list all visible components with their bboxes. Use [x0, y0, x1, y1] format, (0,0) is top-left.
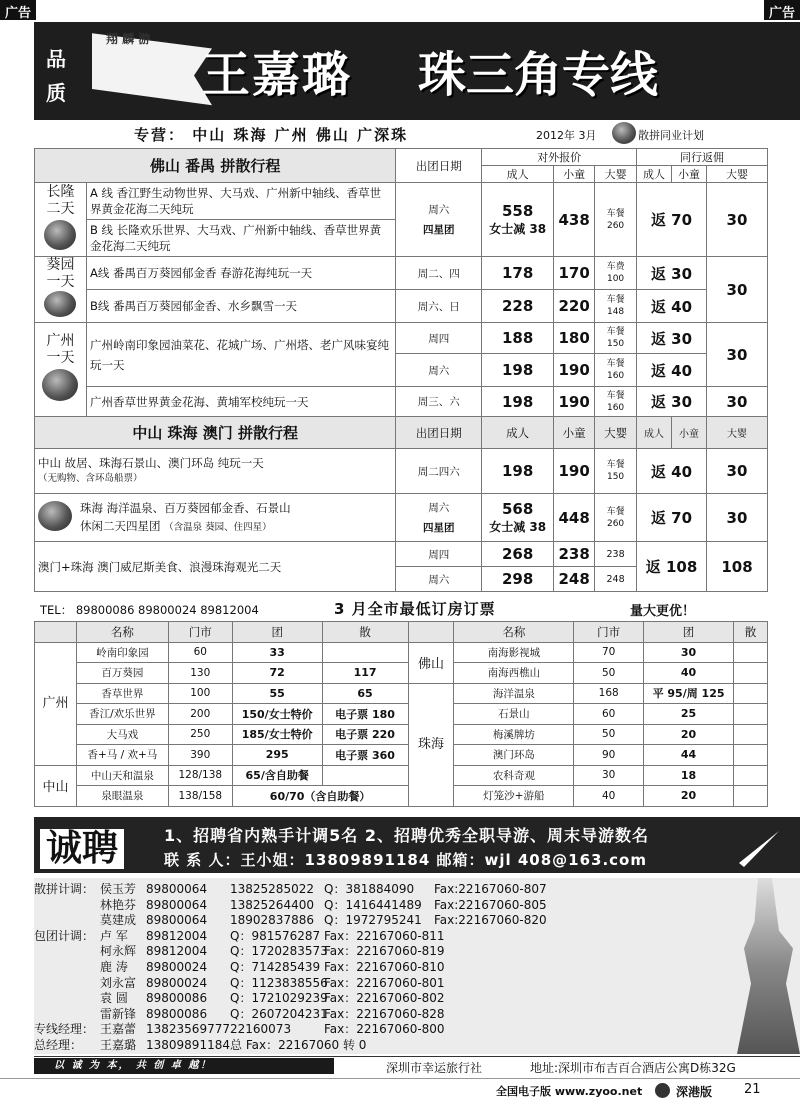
ticket-price-table [34, 621, 768, 807]
ticket-retail: 50 [574, 724, 644, 745]
rebate-infant: 108 [706, 542, 767, 592]
infant-price: 车餐 260 [595, 494, 637, 542]
contact-row [34, 898, 734, 913]
rose-icon [44, 220, 76, 250]
contact-mob: Q：2607204231 [230, 1006, 328, 1021]
group-label-kuiyuan: 葵园 一天 [35, 257, 87, 323]
child-price: 220 [554, 290, 595, 323]
page-footer [0, 1078, 800, 1100]
table-row [35, 494, 768, 542]
ticket-name: 海洋温泉 [454, 683, 574, 704]
slogan: 以 诚 为 本， 共 创 卓 越！ [34, 1058, 334, 1074]
group-label-guangzhou: 广州 一天 [35, 323, 87, 417]
section-title-zhongshan: 中山 珠海 澳门 拼散行程 [35, 417, 396, 449]
contact-mob: Q：714285439 [230, 960, 321, 974]
ticket-name: 中山天和温泉 [76, 765, 168, 786]
ticket-name: 农科奇观 [454, 765, 574, 786]
plan-date: 2012年 3月 [536, 129, 597, 142]
child-price: 448 [554, 494, 595, 542]
contact-role: 散拼计调： [34, 882, 95, 896]
contact-tel: 89800086 [146, 1006, 208, 1021]
contact-qq: Fax：22167060-811 [324, 928, 445, 943]
adult-price: 268 [482, 542, 554, 567]
col-infant: 大婴 [595, 417, 637, 449]
contact-row [34, 1007, 734, 1022]
rebate-value: 返 30 [637, 387, 707, 417]
ticket-retail: 138/158 [168, 786, 232, 807]
ticket-single [733, 724, 767, 745]
table-row [35, 683, 768, 704]
ticket-name: 香草世界 [76, 683, 168, 704]
table-row [35, 663, 768, 684]
ad-label-right: 广告 [764, 0, 800, 20]
table-row [35, 183, 768, 220]
contact-fax: Fax:22167060-807 [434, 882, 547, 896]
ticket-single [733, 786, 767, 807]
brand-name: 王嘉璐 [202, 47, 353, 103]
rebate-value: 返 30 [637, 257, 707, 290]
contact-qq: Q：1416441489 [324, 897, 422, 912]
ticket-retail: 390 [168, 745, 232, 766]
contact-row [34, 960, 734, 975]
ticket-group: 30 [644, 642, 734, 663]
edition-link[interactable]: 全国电子版 www.zyoo.net [496, 1085, 643, 1098]
col-single: 散 [322, 622, 408, 643]
child-price: 238 [554, 542, 595, 567]
col-infant: 大婴 [595, 166, 637, 183]
flag-text: 翔 麟 游 [106, 32, 151, 46]
logo-icon [655, 1083, 670, 1098]
child-price: 190 [554, 387, 595, 417]
ticket-retail: 70 [574, 642, 644, 663]
ticket-name: 香+马 / 欢+马 [76, 745, 168, 766]
infant-price: 车餐 150 [595, 449, 637, 494]
specialty-text: 专营： 中山 珠海 广州 佛山 广深珠 [134, 126, 409, 144]
rose-icon [44, 291, 76, 317]
adult-price: 298 [482, 567, 554, 592]
contact-tel: 89800064 [146, 913, 208, 928]
rebate-infant: 30 [706, 183, 767, 257]
contact-qq: Fax：22167060-801 [324, 975, 445, 990]
contact-mob: 13825264400 [230, 897, 314, 912]
header-banner [34, 22, 800, 120]
contact-fax: Fax:22167060-820 [434, 913, 547, 928]
ticket-retail: 100 [168, 683, 232, 704]
ticket-single [733, 704, 767, 725]
contact-tel: 13823569777 [146, 1022, 230, 1037]
ticket-single [733, 683, 767, 704]
adult-price: 228 [482, 290, 554, 323]
ticket-group: 72 [232, 663, 322, 684]
col-rebate-child: 小童 [672, 166, 707, 183]
contact-tel: 89800064 [146, 897, 208, 912]
group-label-changlong: 长隆 二天 [35, 183, 87, 257]
contact-tel: 89800086 [146, 991, 208, 1006]
contact-qq: Q：381884090 [324, 882, 415, 896]
contact-name: 柯永辉 [100, 944, 137, 959]
rebate-infant: 30 [706, 387, 767, 417]
contact-row [34, 1038, 734, 1053]
contact-name: 雷新锋 [100, 1006, 137, 1021]
ticket-retail: 60 [574, 704, 644, 725]
ticket-name: 石景山 [454, 704, 574, 725]
rebate-value: 返 30 [637, 323, 707, 354]
child-price: 190 [554, 449, 595, 494]
contact-tel: 89812004 [146, 928, 208, 943]
rebate-value: 返 70 [637, 494, 707, 542]
contact-name: 卢 军 [100, 928, 128, 943]
rebate-value: 返 40 [637, 354, 707, 387]
infant-price: 车餐 260 [595, 183, 637, 257]
tel-promo-bar [34, 598, 800, 620]
col-rebate-adult: 成人 [637, 417, 672, 449]
footer-bar [34, 1056, 800, 1075]
ticket-group: 18 [644, 765, 734, 786]
contact-row [34, 882, 734, 897]
contact-name: 王嘉璐 [100, 1038, 137, 1052]
ticket-single [733, 663, 767, 684]
ticket-group: 33 [232, 642, 322, 663]
depart-day: 周四 [396, 323, 482, 354]
contact-role: 专线经理： [34, 1022, 95, 1037]
table-row [35, 323, 768, 354]
tour-line-a: A 线 香江野生动物世界、大马戏、广州新中轴线、香草世界黄金花海二天纯玩 [86, 183, 395, 220]
ticket-group: 20 [644, 724, 734, 745]
col-group: 团 [232, 622, 322, 643]
col-rebate-infant: 大婴 [706, 166, 767, 183]
adult-price: 178 [482, 257, 554, 290]
contact-name: 袁 圆 [100, 991, 128, 1006]
tour-line: 广州岭南印象园油菜花、花城广场、广州塔、老广风味宴纯玩一天 [86, 323, 395, 387]
tour-line: 珠海 海洋温泉、百万葵园郁金香、石景山 休闲二天四星团 （含温泉 葵园、住四星） [35, 494, 396, 542]
child-price: 170 [554, 257, 595, 290]
ticket-single: 电子票 220 [322, 724, 408, 745]
product-title: 珠三角专线 [418, 47, 659, 103]
table-row [35, 257, 768, 290]
contact-row [34, 929, 734, 944]
contact-qq: Fax：22167060-819 [324, 944, 445, 959]
tour-line-b: B线 番禺百万葵园郁金香、水乡飘雪一天 [86, 290, 395, 323]
child-price: 190 [554, 354, 595, 387]
infant-price: 车餐 160 [595, 387, 637, 417]
ticket-group: 295 [232, 745, 322, 766]
child-price: 180 [554, 323, 595, 354]
ticket-retail: 130 [168, 663, 232, 684]
page-number: 21 [744, 1082, 761, 1097]
ticket-single: 电子票 360 [322, 745, 408, 766]
ticket-name: 灯笼沙+游船 [454, 786, 574, 807]
contact-name: 莫建成 [100, 913, 137, 928]
ticket-group: 20 [644, 786, 734, 807]
table-row [35, 704, 768, 725]
rebate-value: 返 108 [637, 542, 707, 592]
ticket-retail: 50 [574, 663, 644, 684]
col-group: 团 [644, 622, 734, 643]
child-price: 248 [554, 567, 595, 592]
table-row [35, 786, 768, 807]
ticket-group: 60/70（含自助餐） [232, 786, 408, 807]
rose-icon [612, 122, 636, 144]
table-row [35, 290, 768, 323]
depart-day: 周二、四 [396, 257, 482, 290]
table-row [35, 449, 768, 494]
contact-row [34, 976, 734, 991]
ticket-name: 百万葵园 [76, 663, 168, 684]
contact-tel: 13809891184 [146, 1038, 230, 1052]
child-price: 438 [554, 183, 595, 257]
table-header-row [35, 622, 768, 643]
col-date-header: 出团日期 [396, 417, 482, 449]
table-row [35, 542, 768, 567]
ticket-retail: 90 [574, 745, 644, 766]
table-row [35, 642, 768, 663]
col-rebate-adult: 成人 [637, 166, 672, 183]
ticket-single [733, 642, 767, 663]
col-retail: 门市 [574, 622, 644, 643]
tour-line: 广州香草世界黄金花海、黄埔军校纯玩一天 [86, 387, 395, 417]
ticket-name: 澳门环岛 [454, 745, 574, 766]
infant-price: 车费 100 [595, 257, 637, 290]
contact-name: 刘永富 [100, 975, 137, 990]
ticket-single [733, 745, 767, 766]
col-adult: 成人 [482, 166, 554, 183]
infant-price: 238 [595, 542, 637, 567]
ticket-group: 65/含自助餐 [232, 765, 322, 786]
contact-role: 总经理： [34, 1038, 83, 1052]
contact-row [34, 913, 734, 928]
contact-mob: 18902837886 [230, 913, 314, 928]
ticket-group: 40 [644, 663, 734, 684]
infant-price: 车餐 148 [595, 290, 637, 323]
region-label-guangzhou: 广州 [35, 642, 77, 765]
rose-icon [42, 369, 78, 401]
depart-day: 周六 四星团 [396, 183, 482, 257]
contact-name: 林艳芬 [100, 897, 137, 912]
contact-mob: Q：1123838556 [230, 975, 328, 990]
col-rebate-child: 小童 [672, 417, 707, 449]
plan-label: 散拼同业计划 [638, 129, 704, 142]
tour-line-b: B 线 长隆欢乐世界、大马戏、广州新中轴线、香草世界黄金花海二天纯玩 [86, 220, 395, 257]
ticket-group: 25 [644, 704, 734, 725]
ticket-name: 岭南印象园 [76, 642, 168, 663]
col-rebate-infant: 大婴 [706, 417, 767, 449]
statue-image [730, 878, 800, 1054]
contact-mob: Q：1721029239 [230, 991, 328, 1006]
infant-price: 248 [595, 567, 637, 592]
ticket-name: 大马戏 [76, 724, 168, 745]
ticket-name: 南海西樵山 [454, 663, 574, 684]
contact-tel: 89800064 [146, 882, 208, 896]
contact-tel: 89800024 [146, 975, 208, 990]
rebate-infant: 30 [706, 323, 767, 387]
col-single: 散 [733, 622, 767, 643]
contact-name: 王嘉蕾 [100, 1022, 137, 1037]
adult-price: 188 [482, 323, 554, 354]
infant-price: 车餐 160 [595, 354, 637, 387]
ticket-single: 65 [322, 683, 408, 704]
region-label-foshan: 佛山 [408, 642, 454, 683]
ticket-name: 梅溪牌坊 [454, 724, 574, 745]
depart-day: 周六 [396, 567, 482, 592]
rose-icon [38, 501, 72, 531]
contact-qq: Fax：22167060-800 [324, 1022, 445, 1037]
contact-row [34, 991, 734, 1006]
contact-role: 包团计调： [34, 928, 95, 943]
agency-address: 地址:深圳市布吉百合酒店公寓D栋32G [530, 1061, 736, 1075]
ticket-retail: 60 [168, 642, 232, 663]
contact-mob: 22160073 [230, 1022, 292, 1037]
contact-mob: 13825285022 [230, 882, 314, 896]
ticket-single: 电子票 180 [322, 704, 408, 725]
contact-mob: Q：981576287 [230, 928, 321, 943]
table-row [35, 765, 768, 786]
contact-name: 鹿 涛 [100, 960, 128, 974]
tour-line: 澳门+珠海 澳门威尼斯美食、浪漫珠海观光二天 [35, 542, 396, 592]
tour-line: 中山 故居、珠海石景山、澳门环岛 纯玩一天 （无购物、含环岛船票） [35, 449, 396, 494]
infant-price: 车餐 150 [595, 323, 637, 354]
adult-price: 198 [482, 449, 554, 494]
rebate-infant: 30 [706, 449, 767, 494]
col-public-price-header: 对外报价 [482, 149, 637, 166]
recruit-title: 诚聘 [40, 829, 124, 869]
region-label-zhongshan: 中山 [35, 765, 77, 806]
tour-line-a: A线 番禺百万葵园郁金香 春游花海纯玩一天 [86, 257, 395, 290]
depart-day: 周六 四星团 [396, 494, 482, 542]
rebate-infant: 30 [706, 494, 767, 542]
ticket-group: 150/女士特价 [232, 704, 322, 725]
phone-numbers: TEL： 89800086 89800024 89812004 [40, 603, 259, 617]
ticket-name: 泉眼温泉 [76, 786, 168, 807]
ticket-retail: 200 [168, 704, 232, 725]
ticket-retail: 128/138 [168, 765, 232, 786]
adult-price: 198 [482, 387, 554, 417]
contact-mob: Q：1720283573 [230, 944, 328, 959]
contact-mob: 总 Fax：22167060 转 0 [230, 1038, 367, 1052]
depart-day: 周四 [396, 542, 482, 567]
depart-day: 周六 [396, 354, 482, 387]
ticket-name: 香江/欢乐世界 [76, 704, 168, 725]
ticket-group: 44 [644, 745, 734, 766]
agency-name: 深圳市幸运旅行社 [386, 1061, 483, 1075]
contact-list [34, 878, 800, 1054]
contact-fax: Fax:22167060-805 [434, 897, 547, 912]
col-child: 小童 [554, 417, 595, 449]
col-child: 小童 [554, 166, 595, 183]
rebate-value: 返 40 [637, 290, 707, 323]
adult-price: 558 女士减 38 [482, 183, 554, 257]
contact-qq: Fax：22167060-828 [324, 1006, 445, 1021]
col-retail: 门市 [168, 622, 232, 643]
contact-row [34, 1022, 734, 1037]
contact-name: 侯玉芳 [100, 882, 137, 896]
depart-day: 周六、日 [396, 290, 482, 323]
ticket-group: 55 [232, 683, 322, 704]
ticket-single: 117 [322, 663, 408, 684]
recruit-positions: 1、招聘省内熟手计调5名 2、招聘优秀全职导游、周末导游数名 [164, 826, 649, 845]
adult-price: 568 女士减 38 [482, 494, 554, 542]
col-adult: 成人 [482, 417, 554, 449]
discount-text: 量大更优！ [630, 604, 696, 619]
ticket-single [733, 765, 767, 786]
contact-qq: Q：1972795241 [324, 913, 422, 928]
tour-price-table [34, 148, 768, 592]
col-rebate-header: 同行返佣 [637, 149, 768, 166]
adult-price: 198 [482, 354, 554, 387]
contact-qq: Fax：22167060-810 [324, 960, 445, 974]
contact-tel: 89812004 [146, 944, 208, 959]
col-name: 名称 [76, 622, 168, 643]
table-row [35, 387, 768, 417]
depart-day: 周三、六 [396, 387, 482, 417]
ticket-retail: 250 [168, 724, 232, 745]
ticket-group: 平 95/周 125 [644, 683, 734, 704]
rebate-value: 返 40 [637, 449, 707, 494]
region-edition: 深港版 [676, 1085, 713, 1099]
table-row [35, 745, 768, 766]
ticket-name: 南海影视城 [454, 642, 574, 663]
ticket-retail: 40 [574, 786, 644, 807]
section-title-foshan: 佛山 番禺 拼散行程 [35, 149, 396, 183]
ad-label-left: 广告 [0, 0, 36, 20]
contact-qq: Fax：22167060-802 [324, 991, 445, 1006]
rebate-infant: 30 [706, 257, 767, 323]
recruitment-banner [34, 817, 800, 873]
contact-tel: 89800024 [146, 960, 208, 974]
rebate-value: 返 70 [637, 183, 707, 257]
promo-text: 3 月全市最低订房订票 [334, 600, 496, 618]
col-date-header: 出团日期 [396, 149, 482, 183]
depart-day: 周二四六 [396, 449, 482, 494]
contact-row [34, 944, 734, 959]
ticket-retail: 30 [574, 765, 644, 786]
ticket-single [322, 642, 408, 663]
region-label-zhuhai: 珠海 [408, 683, 454, 806]
recruit-contact: 联 系 人：王小姐：13809891184 邮箱：wjl 408@163.com [164, 851, 647, 869]
ticket-group: 185/女士特价 [232, 724, 322, 745]
ticket-retail: 168 [574, 683, 644, 704]
pen-icon [734, 827, 784, 867]
col-name: 名称 [454, 622, 574, 643]
ticket-single [322, 765, 408, 786]
quality-badge: 品 质 [46, 47, 66, 105]
subheader [34, 122, 800, 146]
table-row [35, 724, 768, 745]
